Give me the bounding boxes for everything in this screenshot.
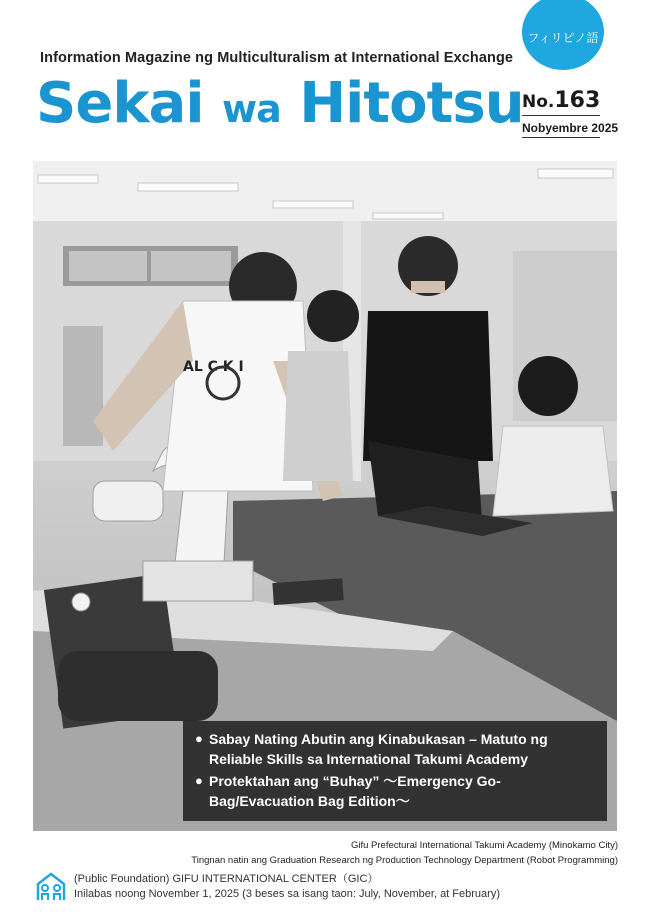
masthead-hitotsu: Hitotsu: [280, 71, 524, 136]
publisher-name: (Public Foundation) GIFU INTERNATIONAL CENTER（GIC）: [74, 873, 379, 885]
headline-text: Protektahan ang “Buhay” ～Emergency Go-Bag/Evacuation Bag Edition～: [209, 773, 501, 809]
publication-schedule: Inilabas noong November 1, 2025 (3 beses sa isang taon: July, November, at February): [74, 888, 500, 900]
masthead-title: [36, 71, 524, 136]
publisher-info: [74, 872, 500, 902]
issue-date: Nobyembre 2025: [522, 121, 600, 138]
masthead-sekai: Sekai: [36, 71, 223, 136]
photo-credit-location: Gifu Prefectural International Takumi Academy (Minokamo City): [351, 840, 618, 851]
photo-credit-description: Tingnan natin ang Graduation Research ng Production Technology Department (Robot Programming): [191, 855, 618, 866]
issue-number: [522, 88, 600, 116]
language-badge-label: フィリピノ語: [527, 30, 599, 45]
issue-number-value: 163: [554, 88, 601, 113]
headline-text: Sabay Nating Abutin ang Kinabukasan – Matuto ng Reliable Skills sa International Takumi Academy: [209, 731, 548, 767]
gic-logo-icon: [34, 870, 68, 904]
headline-item: [195, 771, 597, 811]
magazine-tagline: Information Magazine ng Multiculturalism at International Exchange: [40, 50, 514, 66]
masthead-wa: wa: [222, 87, 281, 131]
issue-prefix: No.: [522, 92, 555, 112]
cover-headlines-box: [183, 721, 607, 821]
shirt-print-text: AL C K I: [183, 359, 244, 375]
bullet-icon: ●: [195, 731, 203, 746]
photo-credit: [191, 838, 618, 868]
language-badge: [522, 0, 604, 70]
bullet-icon: ●: [195, 773, 203, 788]
issue-info: [522, 88, 619, 138]
headline-item: [195, 729, 597, 769]
